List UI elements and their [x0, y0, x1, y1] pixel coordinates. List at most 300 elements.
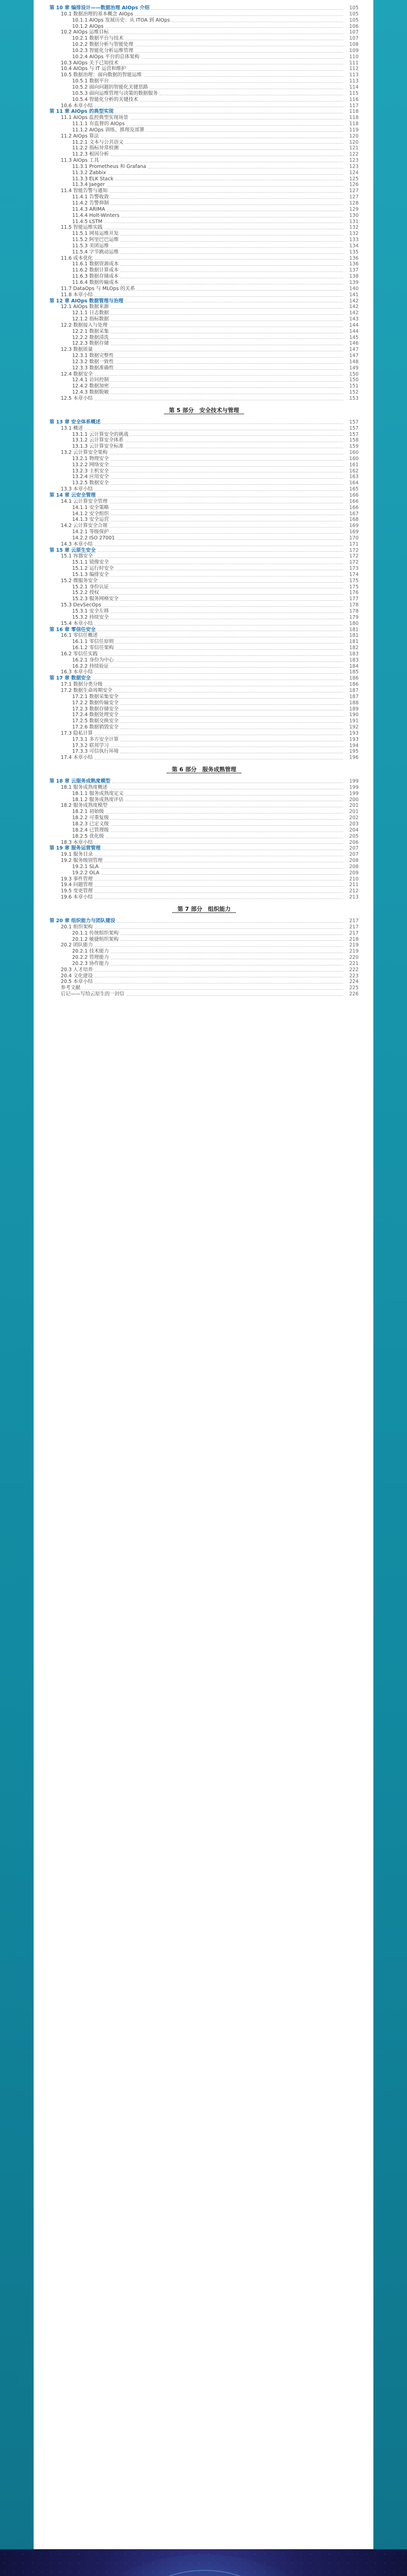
subsection-entry[interactable]	[49, 42, 359, 48]
page-number: 222	[349, 967, 359, 973]
page-number: 194	[349, 742, 359, 749]
entry-title: 19.2 服务级别管理	[61, 858, 103, 864]
subsection-entry[interactable]	[49, 791, 359, 797]
dot-leader	[82, 989, 343, 990]
subsection-entry[interactable]	[49, 145, 359, 151]
dot-leader	[137, 290, 343, 291]
chapter-entry[interactable]	[49, 918, 359, 924]
chapter-entry[interactable]	[49, 548, 359, 554]
entry-title: 14.2.2 ISO 27001	[72, 535, 115, 541]
entry-title: 11.5.3 美团运维	[72, 243, 109, 249]
dot-leader	[95, 673, 343, 674]
subsection-entry[interactable]	[49, 444, 359, 450]
subsection-entry[interactable]	[49, 948, 359, 955]
subsection-entry[interactable]	[49, 474, 359, 480]
page-number: 109	[349, 47, 359, 54]
subsection-entry[interactable]	[49, 353, 359, 359]
page-number: 108	[349, 42, 359, 48]
section-entry[interactable]	[49, 450, 359, 456]
subsection-entry[interactable]	[49, 511, 359, 517]
subsection-entry[interactable]	[49, 377, 359, 383]
section-entry[interactable]	[49, 688, 359, 694]
subsection-entry[interactable]	[49, 243, 359, 249]
page-number: 175	[349, 584, 359, 590]
chapter-entry[interactable]	[49, 109, 359, 115]
entry-title: 17.3.1 多方安全计算	[72, 736, 119, 742]
section-entry[interactable]	[49, 103, 359, 109]
section-entry[interactable]	[49, 602, 359, 608]
section-entry[interactable]	[49, 523, 359, 529]
page-number: 181	[349, 626, 359, 633]
subsection-entry[interactable]	[49, 280, 359, 286]
dot-leader	[95, 557, 343, 558]
page-number: 188	[349, 700, 359, 706]
page-number: 218	[349, 936, 359, 942]
page-number: 212	[349, 888, 359, 894]
page-number: 193	[349, 730, 359, 736]
page-number: 150	[349, 377, 359, 383]
entry-title: 17.3 隐私计算	[61, 730, 93, 736]
subsection-entry[interactable]	[49, 937, 359, 943]
entry-title: 11.3.2 Zabbix	[72, 170, 106, 176]
entry-title: 11.6.2 数据计算成本	[72, 267, 119, 274]
section-entry[interactable]	[49, 371, 359, 378]
entry-title: 16.1.2 零信任架构	[72, 645, 114, 651]
section-entry[interactable]	[49, 985, 359, 991]
page-number: 189	[349, 706, 359, 712]
subsection-entry[interactable]	[49, 961, 359, 967]
table-of-contents	[49, 5, 359, 997]
entry-title: 11.2.1 文本与公共语义	[72, 139, 124, 145]
dot-leader	[121, 716, 343, 717]
section-entry[interactable]	[49, 852, 359, 858]
page-number: 114	[349, 84, 359, 90]
dot-leader	[101, 594, 343, 595]
page-number: 112	[349, 66, 359, 72]
subsection-entry[interactable]	[49, 24, 359, 30]
entry-title: 13.3 本章小结	[61, 486, 93, 493]
chapter-entry[interactable]	[49, 627, 359, 633]
section-entry[interactable]	[49, 158, 359, 164]
entry-title: 15.3 DevSecOps	[61, 602, 101, 608]
page-number: 142	[349, 304, 359, 310]
dot-leader	[121, 722, 343, 723]
section-entry[interactable]	[49, 292, 359, 298]
page-number: 135	[349, 249, 359, 255]
page-number: 130	[349, 212, 359, 218]
entry-title: 12.2.3 数据存储	[72, 341, 109, 347]
page-number: 172	[349, 560, 359, 566]
subsection-entry[interactable]	[49, 743, 359, 749]
subsection-entry[interactable]	[49, 97, 359, 103]
section-entry[interactable]	[49, 979, 359, 985]
entry-title: 16.2 零信任实践	[61, 651, 98, 657]
part-heading	[49, 764, 359, 775]
dot-leader	[106, 27, 343, 28]
dot-leader	[121, 149, 343, 150]
dot-leader	[100, 582, 343, 583]
subsection-entry[interactable]	[49, 231, 359, 237]
page-number: 187	[349, 687, 359, 693]
entry-title: 14.1 云计算安全管理	[61, 498, 108, 504]
subsection-entry[interactable]	[49, 809, 359, 815]
entry-title: 11.4.3 ARIMA	[72, 206, 105, 212]
subsection-entry[interactable]	[49, 249, 359, 256]
page-number: 157	[349, 419, 359, 425]
page-number: 178	[349, 608, 359, 614]
entry-title: 20.2.1 技术能力	[72, 948, 109, 955]
section-entry[interactable]	[49, 188, 359, 194]
subsection-entry[interactable]	[49, 694, 359, 700]
subsection-entry[interactable]	[49, 274, 359, 280]
page-number: 180	[349, 620, 359, 626]
subsection-entry[interactable]	[49, 219, 359, 225]
page-number: 157	[349, 431, 359, 437]
subsection-entry[interactable]	[49, 359, 359, 365]
page-number: 142	[349, 298, 359, 304]
subsection-entry[interactable]	[49, 335, 359, 341]
dot-leader	[101, 874, 343, 875]
part-title: 第 5 部分 安全技术与管理	[164, 407, 244, 414]
subsection-entry[interactable]	[49, 329, 359, 335]
page-number: 133	[349, 237, 359, 243]
subsection-entry[interactable]	[49, 590, 359, 596]
entry-title: 18.1.2 服务成熟度评估	[72, 796, 124, 803]
entry-title: 12.3.3 数据准确性	[72, 365, 114, 371]
dot-leader	[95, 971, 343, 972]
dot-leader	[117, 922, 343, 923]
subsection-entry[interactable]	[49, 505, 359, 511]
subsection-entry[interactable]	[49, 566, 359, 572]
subsection-entry[interactable]	[49, 572, 359, 578]
page-number: 199	[349, 778, 359, 785]
entry-title: 10.2.1 数据平台与技术	[72, 36, 124, 42]
entry-title: 17.3.2 联邦学习	[72, 742, 109, 749]
entry-title: 20.2.3 协作能力	[72, 960, 109, 967]
subsection-entry[interactable]	[49, 389, 359, 396]
dot-leader	[95, 296, 343, 297]
section-entry[interactable]	[49, 882, 359, 888]
section-entry[interactable]	[49, 11, 359, 18]
section-entry[interactable]	[49, 133, 359, 140]
dot-leader	[111, 198, 343, 199]
page-number: 169	[349, 523, 359, 529]
section-entry[interactable]	[49, 803, 359, 809]
subsection-entry[interactable]	[49, 121, 359, 127]
subsection-entry[interactable]	[49, 517, 359, 523]
section-entry[interactable]	[49, 967, 359, 973]
section-entry[interactable]	[49, 286, 359, 292]
subsection-entry[interactable]	[49, 608, 359, 615]
entry-title: 15.1.3 编排安全	[72, 571, 109, 578]
entry-title: 14.1.2 安全组织	[72, 511, 109, 517]
subsection-entry[interactable]	[49, 596, 359, 602]
subsection-entry[interactable]	[49, 213, 359, 219]
subsection-entry[interactable]	[49, 718, 359, 724]
page-number: 223	[349, 973, 359, 979]
section-entry[interactable]	[49, 486, 359, 493]
subsection-entry[interactable]	[49, 930, 359, 937]
entry-title: 20.4 文化建设	[61, 973, 93, 979]
dot-leader	[104, 606, 343, 607]
subsection-entry[interactable]	[49, 194, 359, 200]
section-entry[interactable]	[49, 66, 359, 72]
section-entry[interactable]	[49, 396, 359, 402]
entry-title: 14.1.1 安全策略	[72, 504, 109, 511]
entry-title: 18.2 服务成熟度模型	[61, 803, 108, 809]
subsection-entry[interactable]	[49, 864, 359, 870]
subsection-entry[interactable]	[49, 724, 359, 731]
subsection-entry[interactable]	[49, 432, 359, 438]
entry-title: 10.4 AIOps 与 IT 运营和维护	[61, 66, 126, 72]
page-number: 199	[349, 790, 359, 796]
dot-leader	[108, 174, 343, 175]
subsection-entry[interactable]	[49, 870, 359, 876]
subsection-entry[interactable]	[49, 207, 359, 213]
subsection-entry[interactable]	[49, 310, 359, 316]
section-entry[interactable]	[49, 991, 359, 997]
subsection-entry[interactable]	[49, 316, 359, 323]
subsection-entry[interactable]	[49, 341, 359, 347]
entry-title: 11.4.2 告警抑制	[72, 200, 109, 206]
entry-title: 10.1 数据治理的基本概念 AIOps	[61, 11, 133, 17]
page-number: 132	[349, 225, 359, 231]
part-heading	[49, 405, 359, 416]
section-entry[interactable]	[49, 60, 359, 66]
page-number: 105	[349, 11, 359, 17]
subsection-entry[interactable]	[49, 182, 359, 188]
entry-title: 18.3 本章小结	[61, 839, 93, 845]
page-number: 150	[349, 371, 359, 377]
dot-leader	[103, 423, 343, 424]
section-entry[interactable]	[49, 858, 359, 864]
section-entry[interactable]	[49, 323, 359, 329]
page-number: 185	[349, 669, 359, 675]
entry-title: 17.4 本章小结	[61, 755, 93, 761]
chapter-entry[interactable]	[49, 845, 359, 852]
chapter-entry[interactable]	[49, 675, 359, 682]
subsection-entry[interactable]	[49, 645, 359, 651]
page-number: 122	[349, 151, 359, 158]
dot-leader	[111, 478, 343, 479]
page-number: 204	[349, 827, 359, 833]
subsection-entry[interactable]	[49, 737, 359, 743]
section-entry[interactable]	[49, 924, 359, 930]
entry-title: 17.2.2 数据传输安全	[72, 700, 119, 706]
subsection-entry[interactable]	[49, 84, 359, 91]
section-entry[interactable]	[49, 578, 359, 584]
entry-title: 11.3.1 Prometheus 和 Grafana	[72, 163, 146, 170]
subsection-entry[interactable]	[49, 700, 359, 706]
dot-leader	[116, 369, 343, 370]
page-number: 159	[349, 444, 359, 450]
subsection-entry[interactable]	[49, 437, 359, 444]
subsection-entry[interactable]	[49, 151, 359, 158]
dot-leader	[111, 82, 343, 83]
subsection-entry[interactable]	[49, 712, 359, 718]
section-entry[interactable]	[49, 894, 359, 901]
subsection-entry[interactable]	[49, 176, 359, 182]
subsection-entry[interactable]	[49, 456, 359, 462]
subsection-entry[interactable]	[49, 664, 359, 670]
chapter-entry[interactable]	[49, 5, 359, 11]
subsection-entry[interactable]	[49, 267, 359, 274]
entry-title: 15.3.2 持续安全	[72, 614, 109, 620]
entry-title: 20.1 组织架构	[61, 924, 93, 930]
entry-title: 14.3 本章小结	[61, 541, 93, 547]
subsection-entry[interactable]	[49, 18, 359, 24]
subsection-entry[interactable]	[49, 462, 359, 468]
subsection-entry[interactable]	[49, 560, 359, 566]
page-number: 186	[349, 675, 359, 682]
entry-title: 19.1 服务目录	[61, 852, 93, 858]
section-entry[interactable]	[49, 304, 359, 310]
dot-leader	[116, 357, 343, 358]
subsection-entry[interactable]	[49, 127, 359, 133]
entry-title: 12.3.2 数据一致性	[72, 359, 114, 365]
subsection-entry[interactable]	[49, 200, 359, 207]
entry-title: 15.1 容器安全	[61, 553, 93, 560]
dot-leader	[111, 381, 343, 382]
page-number: 143	[349, 316, 359, 323]
section-entry[interactable]	[49, 973, 359, 979]
page-number: 125	[349, 176, 359, 182]
section-entry[interactable]	[49, 256, 359, 262]
entry-title: 16.1.1 零信任原则	[72, 639, 114, 645]
page-number: 120	[349, 133, 359, 139]
page-number: 181	[349, 633, 359, 639]
section-entry[interactable]	[49, 115, 359, 121]
subsection-entry[interactable]	[49, 657, 359, 664]
subsection-entry[interactable]	[49, 54, 359, 60]
entry-title: 11.6 成本优化	[61, 255, 93, 261]
subsection-entry[interactable]	[49, 48, 359, 54]
page-number: 136	[349, 255, 359, 261]
section-entry[interactable]	[49, 633, 359, 639]
subsection-entry[interactable]	[49, 749, 359, 755]
entry-title: 第 11 章 AIOps 的典型实现	[49, 109, 114, 115]
entry-title: 17.1 数据分类分级	[61, 682, 103, 688]
page-number: 127	[349, 194, 359, 200]
section-entry[interactable]	[49, 942, 359, 948]
section-entry[interactable]	[49, 225, 359, 231]
subsection-entry[interactable]	[49, 261, 359, 267]
entry-title: 11.1 AIOps 监控典型实现场景	[61, 115, 128, 121]
section-entry[interactable]	[49, 731, 359, 737]
subsection-entry[interactable]	[49, 639, 359, 645]
page-number: 183	[349, 651, 359, 657]
dot-leader	[135, 15, 343, 16]
subsection-entry[interactable]	[49, 827, 359, 834]
subsection-entry[interactable]	[49, 815, 359, 821]
section-entry[interactable]	[49, 621, 359, 627]
subsection-entry[interactable]	[49, 383, 359, 389]
subsection-entry[interactable]	[49, 834, 359, 840]
dot-leader	[121, 241, 343, 242]
page-number: 192	[349, 724, 359, 731]
subsection-entry[interactable]	[49, 706, 359, 713]
chapter-entry[interactable]	[49, 778, 359, 785]
section-entry[interactable]	[49, 682, 359, 688]
subsection-entry[interactable]	[49, 797, 359, 803]
subsection-entry[interactable]	[49, 36, 359, 42]
dot-leader	[146, 131, 343, 132]
section-entry[interactable]	[49, 426, 359, 432]
dot-leader	[111, 825, 343, 826]
subsection-entry[interactable]	[49, 78, 359, 84]
entry-title: 18.2.5 优化级	[72, 833, 104, 839]
page-number: 220	[349, 955, 359, 961]
page-number: 110	[349, 54, 359, 60]
chapter-entry[interactable]	[49, 298, 359, 304]
subsection-entry[interactable]	[49, 170, 359, 176]
section-entry[interactable]	[49, 651, 359, 657]
subsection-entry[interactable]	[49, 821, 359, 827]
page-number: 148	[349, 359, 359, 365]
subsection-entry[interactable]	[49, 164, 359, 170]
subsection-entry[interactable]	[49, 955, 359, 961]
subsection-entry[interactable]	[49, 615, 359, 621]
entry-title: 17.2.1 数据采集安全	[72, 693, 119, 700]
page-number: 129	[349, 206, 359, 212]
entry-title: 12.4.2 数据加密	[72, 383, 109, 389]
entry-title: 16.1 零信任概述	[61, 633, 98, 639]
dot-leader	[111, 320, 343, 321]
subsection-entry[interactable]	[49, 91, 359, 97]
section-entry[interactable]	[49, 785, 359, 791]
dot-leader	[116, 649, 343, 650]
dot-leader	[98, 551, 343, 552]
section-entry[interactable]	[49, 840, 359, 846]
section-entry[interactable]	[49, 29, 359, 36]
subsection-entry[interactable]	[49, 468, 359, 474]
subsection-entry[interactable]	[49, 365, 359, 371]
section-entry[interactable]	[49, 72, 359, 78]
chapter-entry[interactable]	[49, 493, 359, 499]
section-entry[interactable]	[49, 876, 359, 883]
section-entry[interactable]	[49, 888, 359, 894]
entry-title: 20.3 人才培养	[61, 967, 93, 973]
entry-title: 12.1.1 日志数据	[72, 310, 109, 316]
subsection-entry[interactable]	[49, 237, 359, 243]
page-number: 172	[349, 553, 359, 560]
dot-leader	[111, 247, 343, 248]
section-entry[interactable]	[49, 669, 359, 675]
page-number: 226	[349, 991, 359, 997]
entry-title: 19.5 变更管理	[61, 888, 93, 894]
page-number: 131	[349, 218, 359, 225]
page-number: 105	[349, 5, 359, 11]
page-number: 136	[349, 261, 359, 267]
page-number: 195	[349, 749, 359, 755]
page-number: 176	[349, 590, 359, 596]
subsection-entry[interactable]	[49, 584, 359, 590]
subsection-entry[interactable]	[49, 529, 359, 535]
section-entry[interactable]	[49, 553, 359, 560]
chapter-entry[interactable]	[49, 419, 359, 426]
page-number: 166	[349, 504, 359, 511]
section-entry[interactable]	[49, 499, 359, 505]
dot-leader	[111, 387, 343, 388]
section-entry[interactable]	[49, 541, 359, 548]
subsection-entry[interactable]	[49, 480, 359, 486]
subsection-entry[interactable]	[49, 140, 359, 146]
page-number: 202	[349, 815, 359, 821]
entry-title: 第 13 章 安全体系概述	[49, 419, 101, 425]
section-entry[interactable]	[49, 347, 359, 353]
subsection-entry[interactable]	[49, 535, 359, 541]
section-entry[interactable]	[49, 755, 359, 761]
